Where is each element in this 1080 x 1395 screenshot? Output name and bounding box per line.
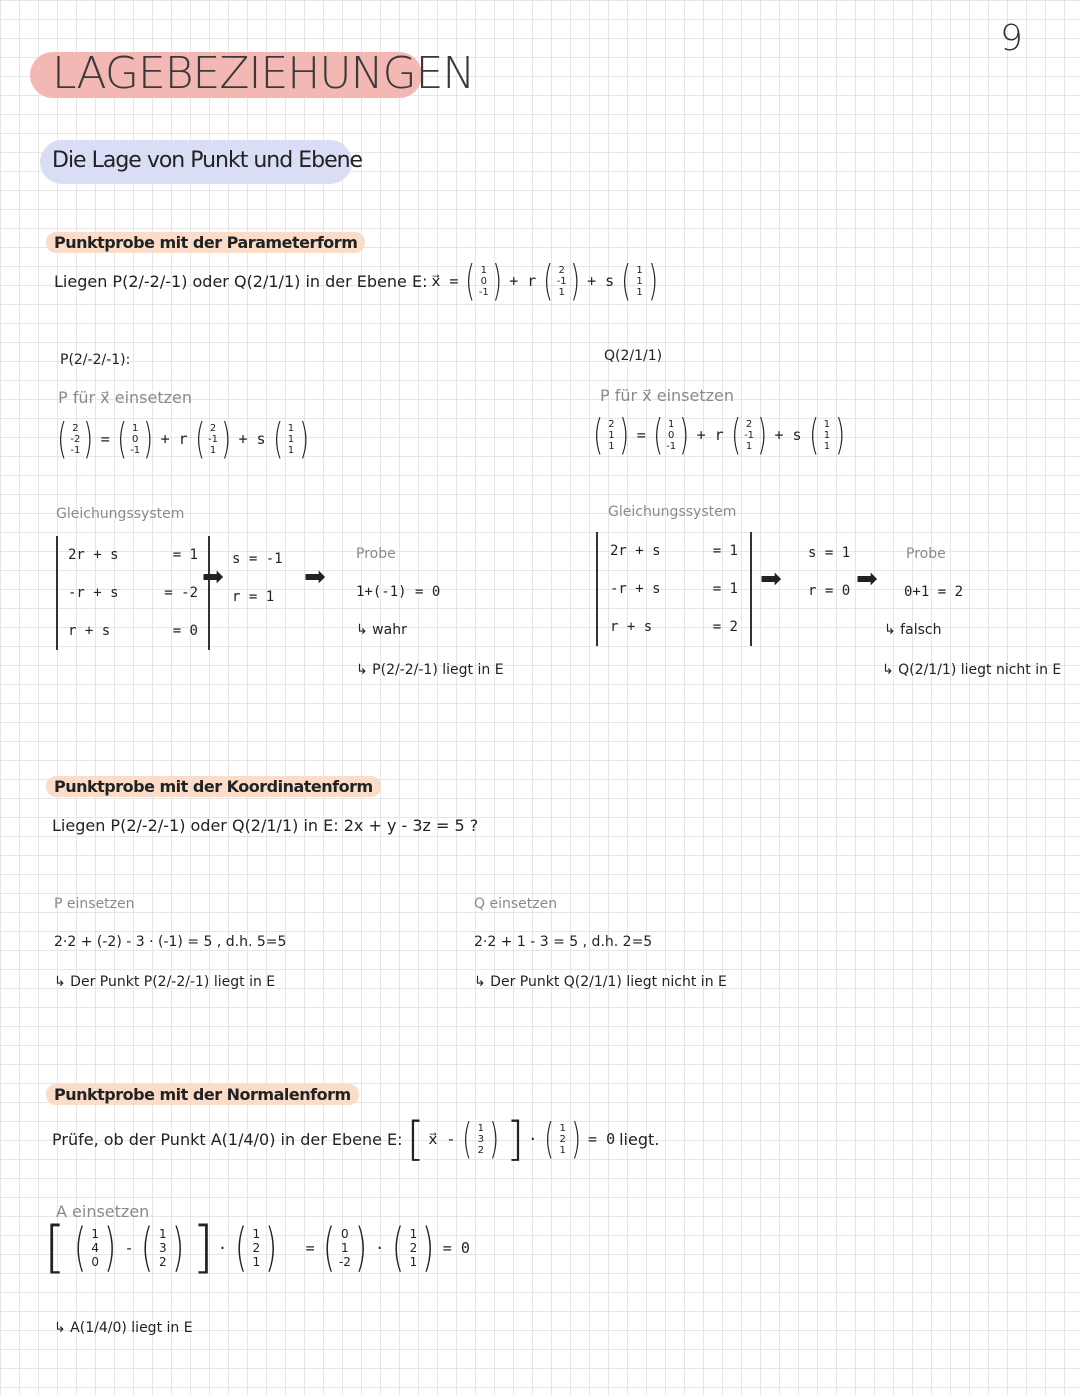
p-eq-row: r + s = 0 — [68, 623, 198, 639]
q-direction-r: ( 2 -1 1 ) — [730, 410, 768, 459]
question-text: Liegen P(2/-2/-1) oder Q(2/1/1) in der Ebene E: — [54, 271, 428, 291]
q-eq-row: 2r + s = 1 — [610, 543, 738, 559]
question-normalenform: Prüfe, ob der Punkt A(1/4/0) in der Ebene E: [ x⃗ - ( 1 3 2 ) ] · ( 1 2 1 ) = 0 liegt. — [52, 1112, 660, 1166]
x-vector-label: x⃗ = — [431, 272, 459, 290]
arrow-icon: ➡ — [304, 562, 326, 592]
x-vector-label: x⃗ - — [428, 1130, 456, 1148]
p-insert-koord: P einsetzen — [54, 896, 135, 912]
q-insert-label: P für x⃗ einsetzen — [600, 386, 734, 405]
q-result-koord: ↳ Der Punkt Q(2/1/1) liegt nicht in E — [474, 974, 727, 990]
p-probe-equation: 1+(-1) = 0 — [356, 584, 441, 600]
p-probe-label: Probe — [356, 546, 396, 562]
point-a-vector: ( 1 4 0 ) — [73, 1218, 117, 1278]
a-vector: ( 1 3 2 ) — [462, 1114, 499, 1163]
q-insert-koord: Q einsetzen — [474, 896, 558, 912]
p-eq-row: 2r + s = 1 — [68, 547, 198, 563]
p-direction-s: ( 1 1 1 ) — [272, 414, 310, 463]
q-vector-equation: ( 2 1 1 ) = ( 1 0 -1 ) + r ( 2 -1 1 ) + s ( 1 1 1 ) — [590, 414, 848, 456]
heading-normalenform: Punktprobe mit der Normalenform — [46, 1084, 359, 1105]
p-label: P(2/-2/-1): — [60, 352, 131, 368]
q-vector: ( 2 1 1 ) — [593, 410, 630, 459]
p-direction-r: ( 2 -1 1 ) — [194, 414, 232, 463]
heading-koordinatenform: Punktprobe mit der Koordinatenform — [46, 776, 381, 797]
p-equation-system — [56, 536, 210, 650]
p-vector-equation: ( 2 -2 -1 ) = ( 1 0 -1 ) + r ( 2 -1 1 ) + s ( 1 1 1 ) — [54, 418, 312, 460]
q-calc-koord: 2·2 + 1 - 3 = 5 , d.h. 2=5 — [474, 934, 653, 950]
p-conclusion: ↳ P(2/-2/-1) liegt in E — [356, 662, 504, 678]
support-a-vector: ( 1 3 2 ) — [141, 1218, 185, 1278]
normal-vector: ( 1 2 1 ) — [544, 1114, 581, 1163]
p-support-vector: ( 1 0 -1 ) — [117, 414, 154, 463]
q-eq-row: r + s = 2 — [610, 619, 738, 635]
a-insert-label: A einsetzen — [56, 1202, 150, 1221]
r-label: + r — [509, 272, 537, 290]
p-eq-row: -r + s = -2 — [68, 585, 198, 601]
difference-vector: ( 0 1 -2 ) — [322, 1218, 368, 1278]
q-direction-s: ( 1 1 1 ) — [808, 410, 846, 459]
q-probe-label: Probe — [906, 546, 946, 562]
a-calc: [ ( 1 4 0 ) - ( 1 3 2 ) ] · ( 1 2 1 ) = ( 0 1 -2 ) · ( 1 2 1 ) = 0 — [44, 1215, 470, 1280]
q-probe-equation: 0+1 = 2 — [904, 584, 964, 600]
q-eq-row: -r + s = 1 — [610, 581, 738, 597]
question-koordinatenform: Liegen P(2/-2/-1) oder Q(2/1/1) in E: 2x + y - 3z = 5 ? — [52, 816, 479, 835]
p-solution: s = -1 r = 1 — [232, 551, 283, 605]
q-label: Q(2/1/1) — [604, 348, 663, 364]
q-gs-label: Gleichungssystem — [608, 504, 737, 520]
s-label: + s — [587, 272, 615, 290]
page-title: LAGEBEZIEHUNGEN — [52, 48, 475, 99]
arrow-icon: ➡ — [202, 562, 224, 592]
direction-vector-s: ( 1 1 1 ) — [621, 256, 658, 305]
arrow-icon: ➡ — [856, 564, 878, 594]
arrow-icon: ➡ — [760, 564, 782, 594]
q-solution: s = 1 r = 0 — [808, 545, 851, 599]
a-result: ↳ A(1/4/0) liegt in E — [54, 1320, 193, 1336]
q-probe-result: ↳ falsch — [884, 622, 942, 638]
direction-vector-r: ( 2 -1 1 ) — [543, 256, 580, 305]
q-conclusion: ↳ Q(2/1/1) liegt nicht in E — [882, 662, 1062, 678]
normal-b-vector: ( 1 2 1 ) — [392, 1218, 435, 1278]
support-vector: ( 1 0 -1 ) — [465, 256, 502, 305]
p-insert-label: P für x⃗ einsetzen — [58, 388, 192, 407]
heading-parameterform: Punktprobe mit der Parameterform — [46, 232, 365, 253]
page-number: 9 — [1000, 18, 1023, 59]
question-text: Prüfe, ob der Punkt A(1/4/0) in der Ebene E: — [52, 1129, 403, 1149]
p-calc-koord: 2·2 + (-2) - 3 · (-1) = 5 , d.h. 5=5 — [54, 934, 287, 950]
p-gs-label: Gleichungssystem — [56, 506, 185, 522]
p-result-koord: ↳ Der Punkt P(2/-2/-1) liegt in E — [54, 974, 276, 990]
normal-a-vector: ( 1 2 1 ) — [235, 1218, 278, 1278]
question-parameterform — [54, 256, 661, 305]
q-support-vector: ( 1 0 -1 ) — [653, 410, 690, 459]
section-subtitle: Die Lage von Punkt und Ebene — [52, 148, 363, 173]
p-vector: ( 2 -2 -1 ) — [57, 414, 94, 463]
p-probe-result: ↳ wahr — [356, 622, 407, 638]
q-equation-system — [596, 532, 752, 646]
